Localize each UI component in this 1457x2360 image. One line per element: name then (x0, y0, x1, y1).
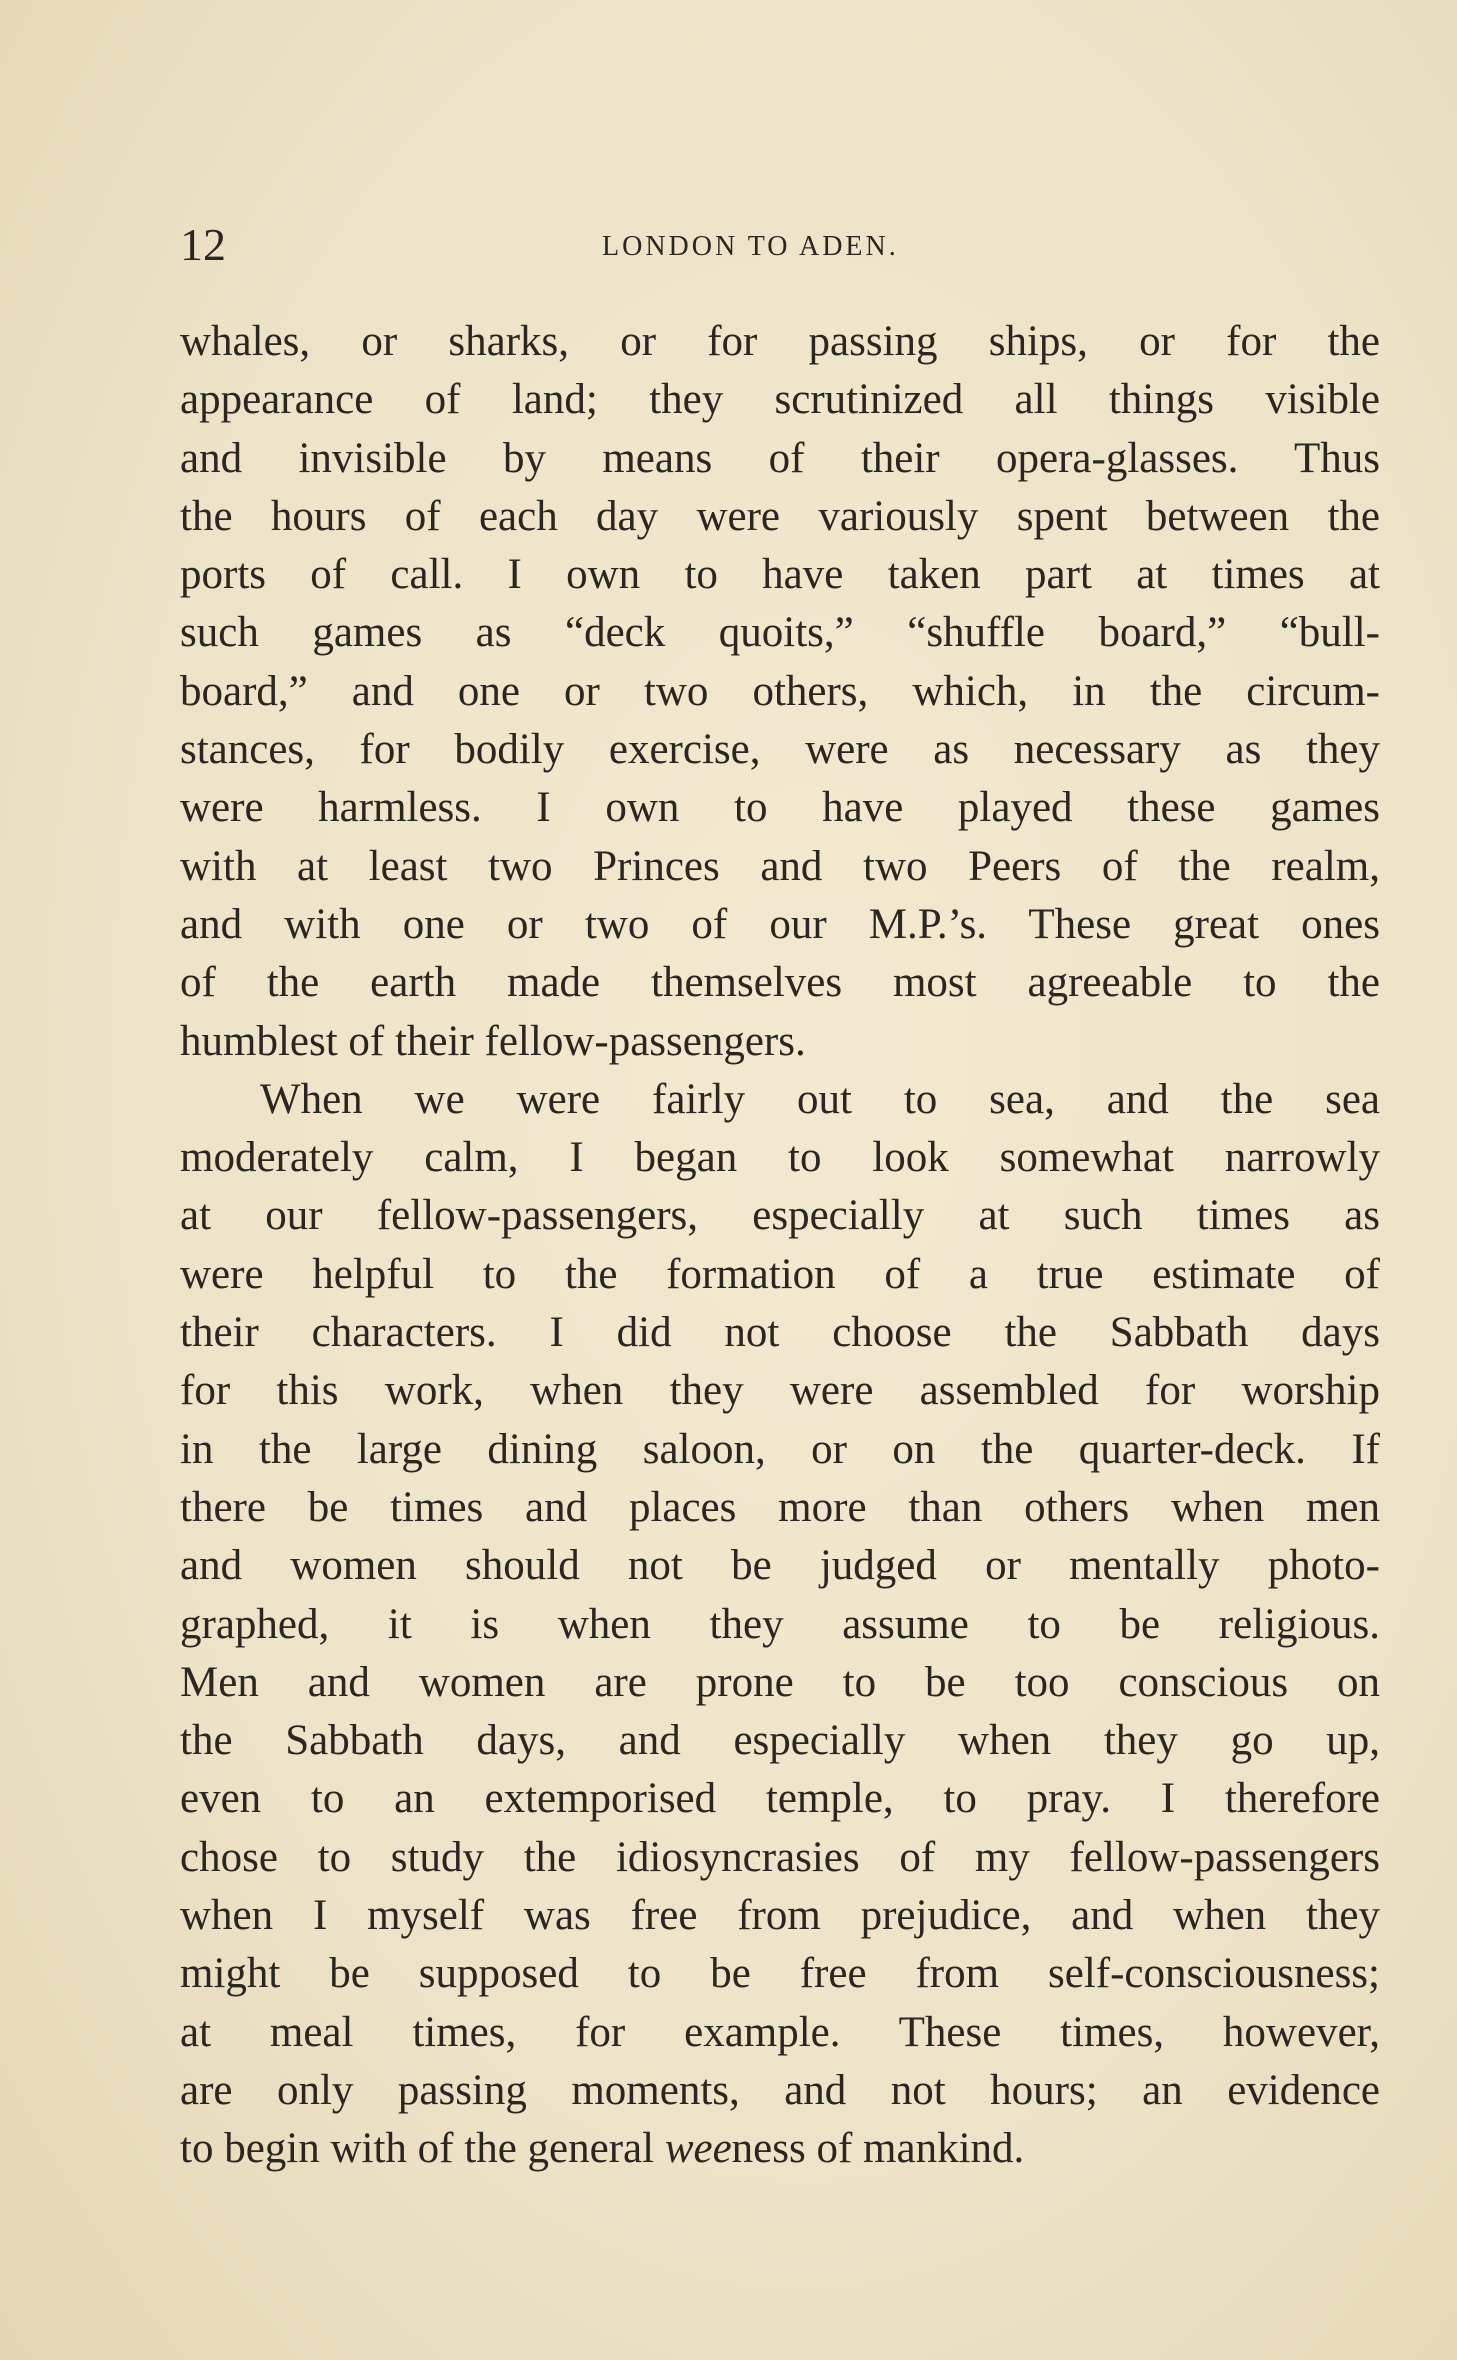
page-number: 12 (180, 219, 226, 270)
running-title: LONDON TO ADEN. (602, 231, 899, 262)
text-line: moderately calm, I began to look somewhat narrowly (180, 1134, 1380, 1182)
text-line: the hours of each day were variously spent between the (180, 492, 1380, 540)
text-line: are only passing moments, and not hours; an evidence (180, 2066, 1380, 2114)
text-line: for this work, when they were assembled for worship (180, 1367, 1380, 1415)
text-line: Men and women are prone to be too conscious on (180, 1658, 1380, 1706)
text-line: in the large dining saloon, or on the quarter-deck. If (180, 1425, 1380, 1473)
text-line: and with one or two of our M.P.’s. These great ones (180, 900, 1380, 948)
final-text-line (180, 2120, 1380, 2178)
final-line-start: to begin with of the general (180, 2125, 665, 2173)
text-line: When we were fairly out to sea, and the sea (260, 1075, 1380, 1123)
text-line: graphed, it is when they assume to be religious. (180, 1600, 1380, 1648)
text-line: there be times and places more than others when men (180, 1483, 1380, 1531)
text-line: humblest of their fellow-passengers. (180, 1017, 806, 1065)
text-line: the Sabbath days, and especially when they go up, (180, 1717, 1380, 1765)
text-line: appearance of land; they scrutinized all things visible (180, 376, 1380, 424)
text-line: with at least two Princes and two Peers of the realm, (180, 842, 1380, 890)
text-line: might be supposed to be free from self-consciousness; (180, 1950, 1380, 1998)
text-line: when I myself was free from prejudice, and when they (180, 1892, 1380, 1940)
paragraph-1 (180, 313, 1380, 1071)
text-line: at our fellow-passengers, especially at such times as (180, 1192, 1380, 1240)
text-line: stances, for bodily exercise, were as necessary as they (180, 726, 1380, 774)
text-line: were harmless. I own to have played these games (180, 784, 1380, 832)
text-line: and invisible by means of their opera-glasses. Thus (180, 434, 1380, 482)
text-line: board,” and one or two others, which, in the circum- (180, 667, 1380, 715)
text-line: chose to study the idiosyncrasies of my fellow-passengers (180, 1833, 1380, 1881)
text-line: their characters. I did not choose the Sabbath days (180, 1309, 1380, 1357)
text-line: ports of call. I own to have taken part at times at (180, 551, 1380, 599)
text-line: at meal times, for example. These times, however, (180, 2008, 1380, 2056)
text-line: of the earth made themselves most agreeable to the (180, 959, 1380, 1007)
text-line: and women should not be judged or mentally photo- (180, 1542, 1380, 1590)
final-line-end: ness of mankind. (731, 2125, 1025, 2173)
paragraph-2 (180, 1071, 1380, 2179)
text-line: were helpful to the formation of a true estimate of (180, 1250, 1380, 1298)
text-line: even to an extemporised temple, to pray. I therefore (180, 1775, 1380, 1823)
text-line: whales, or sharks, or for passing ships, or for the (180, 318, 1380, 365)
italic-word-fragment: wee (664, 2125, 732, 2173)
text-line: such games as “deck quoits,” “shuffle board,” “bull- (180, 609, 1380, 657)
running-head (180, 215, 1380, 275)
body-text (180, 313, 1380, 2179)
